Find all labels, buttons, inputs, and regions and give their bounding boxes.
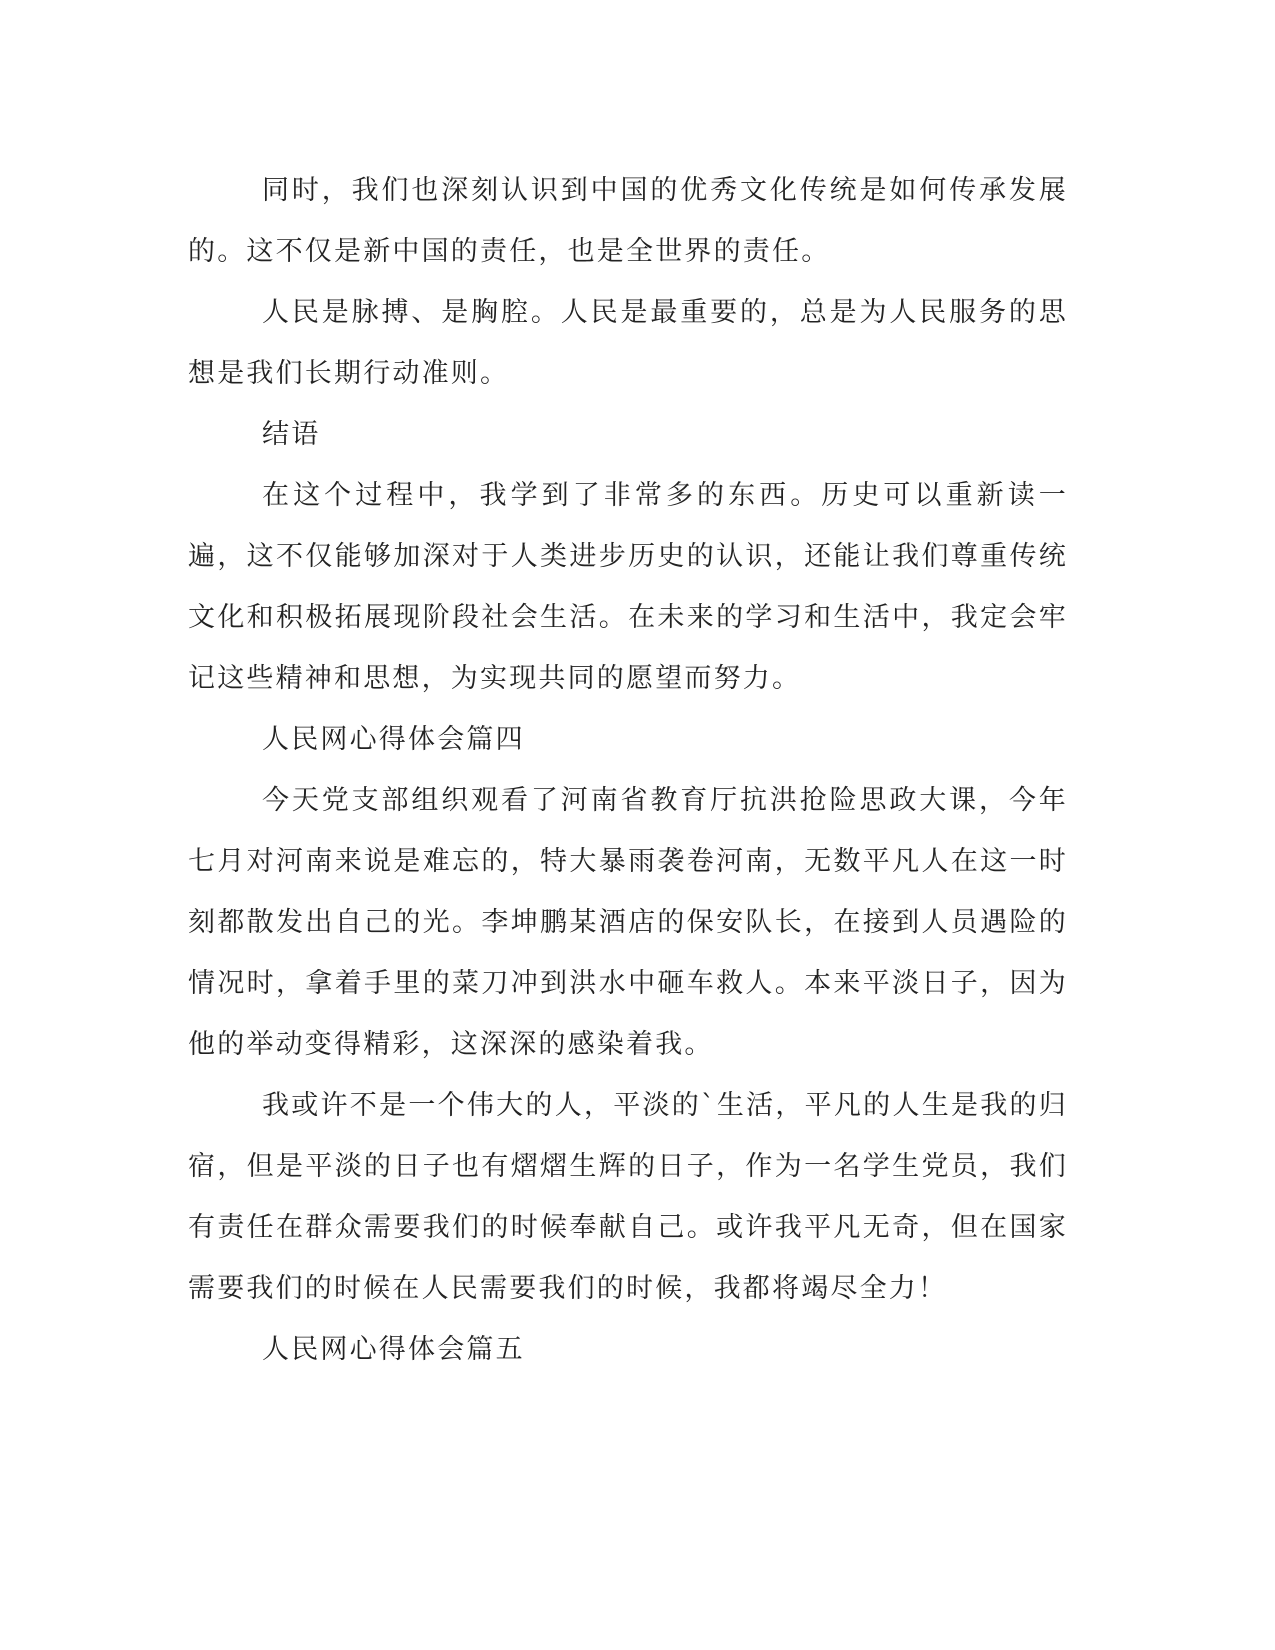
heading-part-four: 人民网心得体会篇四 — [262, 724, 525, 755]
heading-part-five: 人民网心得体会篇五 — [262, 1334, 525, 1365]
document-body — [188, 160, 1068, 1380]
heading-conclusion: 结语 — [262, 419, 321, 450]
paragraph-henan-flood: 今天党支部组织观看了河南省教育厅抗洪抢险思政大课，今年七月对河南来说是难忘的，特大暴雨袭卷河南，无数平凡人在这一时刻都散发出自己的光。李坤鹏某酒店的保安队长，在接到人员遇险的情况时，拿着手里的菜刀冲到洪水中砸车救人。本来平淡日子，因为他的举动变得精彩，这深深的感染着我。 — [188, 785, 1068, 1060]
paragraph-people-first: 人民是脉搏、是胸腔。人民是最重要的，总是为人民服务的思想是我们长期行动准则。 — [188, 297, 1068, 389]
paragraph-conclusion: 在这个过程中，我学到了非常多的东西。历史可以重新读一遍，这不仅能够加深对于人类进步历史的认识，还能让我们尊重传统文化和积极拓展现阶段社会生活。在未来的学习和生活中，我定会牢记这些精神和思想，为实现共同的愿望而努力。 — [188, 480, 1068, 694]
paragraph-culture-tradition: 同时，我们也深刻认识到中国的优秀文化传统是如何传承发展的。这不仅是新中国的责任，也是全世界的责任。 — [188, 175, 1068, 267]
paragraph-student-member: 我或许不是一个伟大的人，平淡的`生活，平凡的人生是我的归宿，但是平淡的日子也有熠熠生辉的日子，作为一名学生党员，我们有责任在群众需要我们的时候奉献自己。或许我平凡无奇，但在国家需要我们的时候在人民需要我们的时候，我都将竭尽全力！ — [188, 1090, 1068, 1304]
